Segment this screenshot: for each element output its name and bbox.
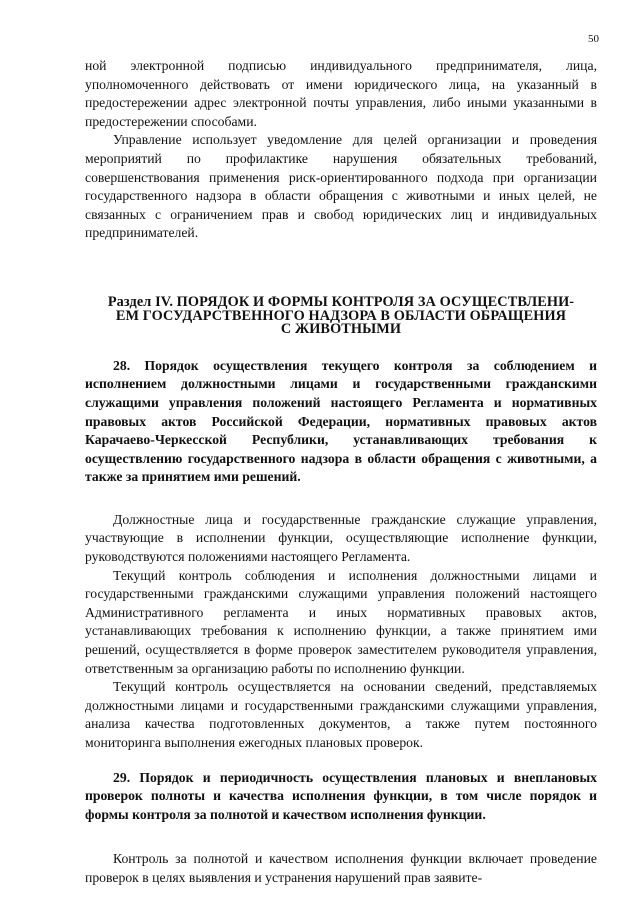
paragraph-control-basis: Текущий контроль осуществляется на основании сведений, представляемых должностными лицами и государственными гражданскими служащими управления, анализа качества подготовленных документов, а также путем постоянного мониторинга выполнения ежегодных плановых проверок. xyxy=(85,679,597,750)
paragraph-notification: Управление использует уведомление для целей организации и проведения мероприятий по профилактике нарушения обязательных требований, совершенствования применения риск-ориентированного подхода при организации государственного надзора в области обращения с животными и иных целей, не связанных с ограничением прав и свобод юридических лиц и индивидуальных предпринимателей. xyxy=(85,132,597,241)
paragraph-quality-control: Контроль за полнотой и качеством исполнения функции включает проведение проверок в целях выявления и устранения нарушений прав заявите- xyxy=(85,851,597,885)
paragraph-officials: Должностные лица и государственные гражданские служащие управления, участвующие в исполнении функции, осуществляющие исполнение функции, руководствуются положениями настоящего Регламента. xyxy=(85,511,597,565)
paragraph-current-control: Текущий контроль соблюдения и исполнения должностными лицами и государственными гражданскими служащими управления положений настоящего Административного регламента и иных нормативных правовых актов, устанавливающих требования к исполнению функции, а также принятием ими решений, осуществляется в форме проверок заместителем руководителя управления, ответственным за организацию работы по исполнению функции. xyxy=(85,567,597,676)
section-heading xyxy=(85,293,597,338)
page-body xyxy=(85,57,597,888)
section-heading-line: С ЖИВОТНЫМИ xyxy=(280,321,402,338)
subheading-29: 29. Порядок и периодичность осуществления плановых и внеплановых проверок полноты и качества исполнения функции, в том числе порядок и формы контроля за полнотой и качеством исполнения функции. xyxy=(85,769,597,822)
section-heading-line: ЕМ ГОСУДАРСТВЕННОГО НАДЗОРА В ОБЛАСТИ ОБРАЩЕНИЯ xyxy=(115,307,567,324)
paragraph-continuation: ной электронной подписью индивидуального предпринимателя, лица, уполномоченного действовать от имени юридического лица, на указанный в предостережении адрес электронной почты управления, либо иными указанными в предостережении способами. xyxy=(85,58,597,129)
page-number: 50 xyxy=(588,33,599,45)
subheading-28: 28. Порядок осуществления текущего контроля за соблюдением и исполнением должностными лицами и государственными гражданскими служащими управления положений настоящего Регламента и нормативных правовых актов Российской Федерации, нормативных правовых актов Карачаево-Черкесской Республики, устанавливающих требования к осуществлению государственного надзора в области обращения с животными, а также за принятием ими решений. xyxy=(85,357,597,485)
section-heading-line: Раздел IV. ПОРЯДОК И ФОРМЫ КОНТРОЛЯ ЗА ОСУЩЕСТВЛЕНИ- xyxy=(107,293,575,310)
